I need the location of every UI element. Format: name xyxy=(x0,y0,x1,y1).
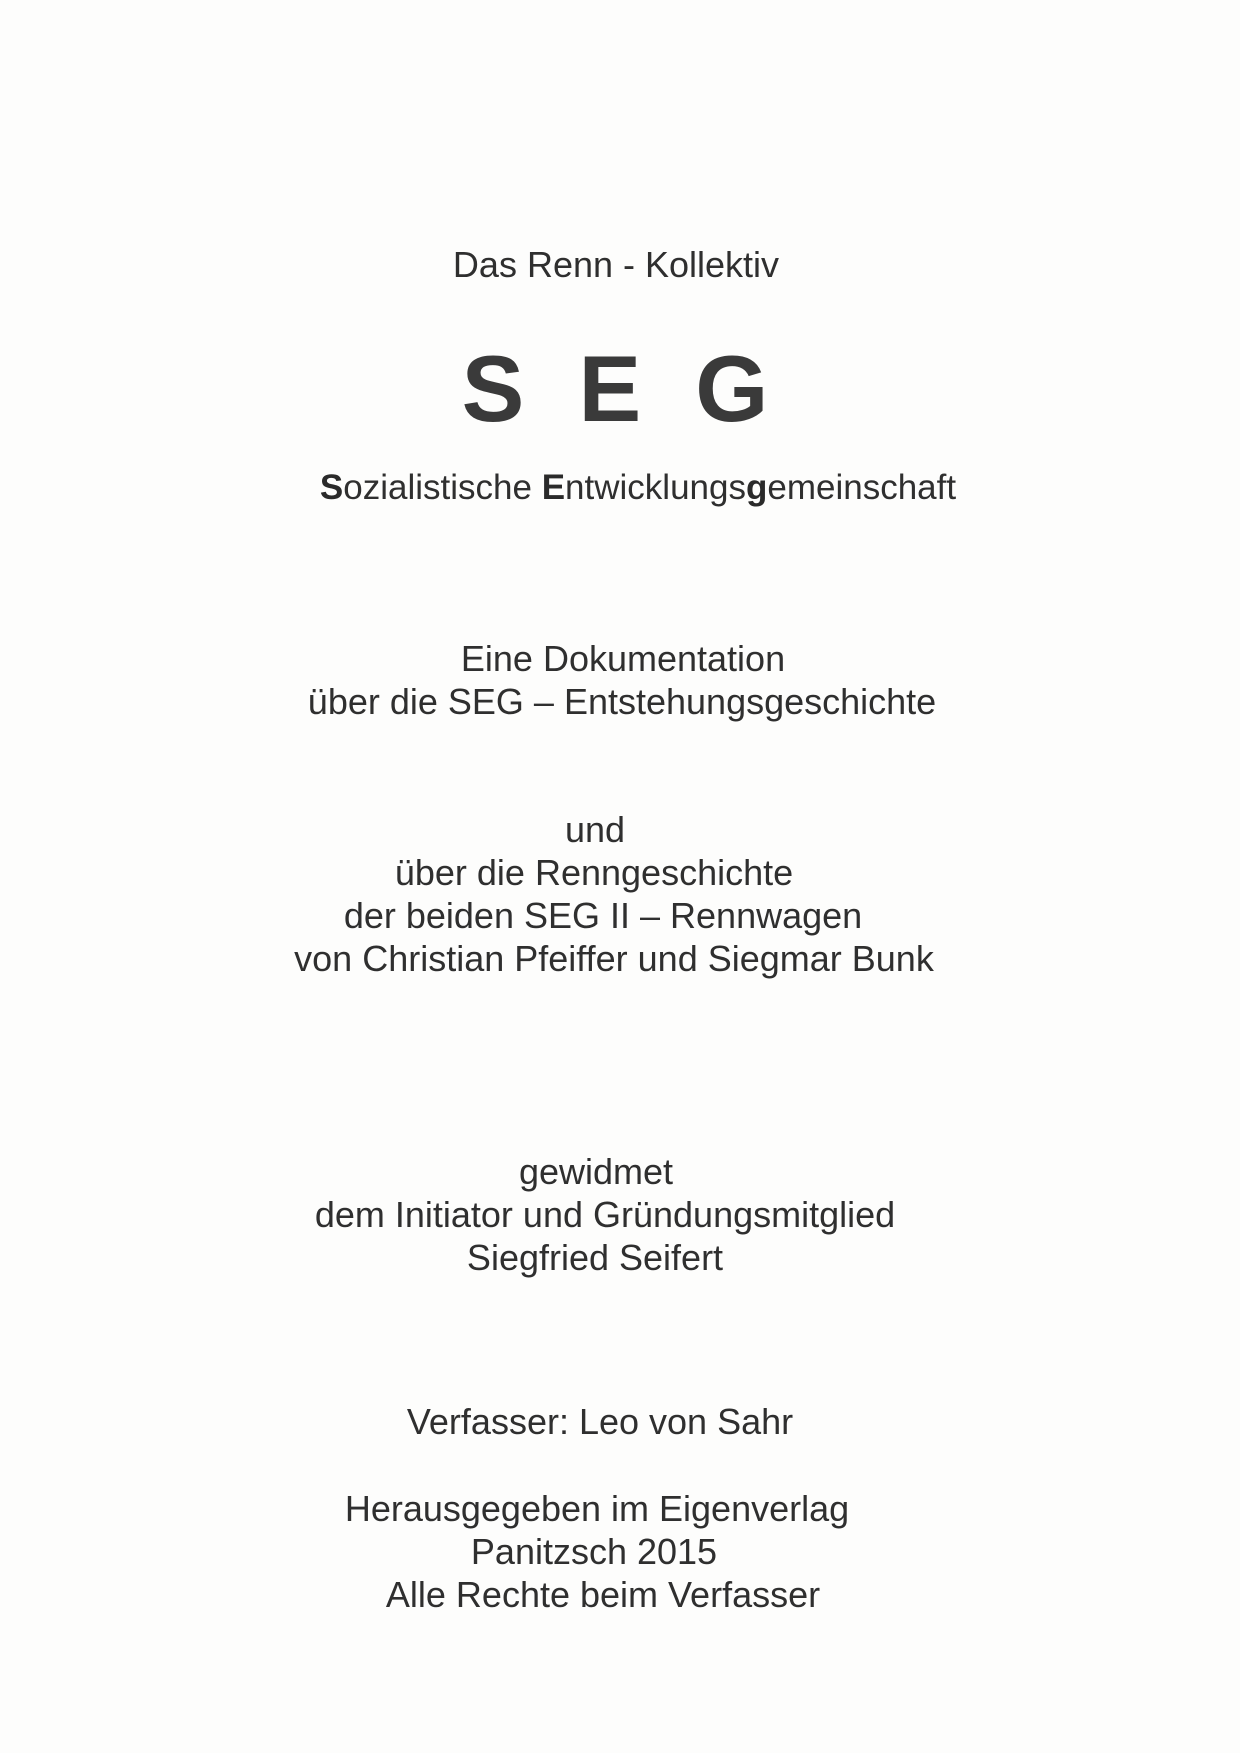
dedication-line-3: Siegfried Seifert xyxy=(466,1237,724,1278)
doc-line-1: Eine Dokumentation xyxy=(460,638,786,679)
subtitle-part: ntwicklungs xyxy=(565,468,746,507)
race-line-3: der beiden SEG II – Rennwagen xyxy=(343,895,863,936)
header-line: Das Renn - Kollektiv xyxy=(452,244,780,285)
subtitle-part: ozialistische xyxy=(343,468,542,507)
subtitle-initial-e: E xyxy=(541,468,566,507)
author-line: Verfasser: Leo von Sahr xyxy=(406,1401,794,1442)
publisher-line-1: Herausgegeben im Eigenverlag xyxy=(344,1488,850,1529)
subtitle xyxy=(320,470,956,505)
publisher-line-3: Alle Rechte beim Verfasser xyxy=(385,1574,821,1615)
subtitle-initial-g: g xyxy=(745,468,768,507)
race-line-2: über die Renngeschichte xyxy=(394,852,794,893)
doc-line-2: über die SEG – Entstehungsgeschichte xyxy=(307,681,937,722)
publisher-line-2: Panitzsch 2015 xyxy=(470,1531,718,1572)
dedication-line-1: gewidmet xyxy=(518,1151,674,1192)
main-title: S E G xyxy=(461,336,783,441)
race-line-1: und xyxy=(564,809,626,850)
dedication-line-2: dem Initiator und Gründungsmitglied xyxy=(314,1194,896,1235)
race-line-4: von Christian Pfeiffer und Siegmar Bunk xyxy=(294,938,934,979)
subtitle-initial-s: S xyxy=(319,468,344,507)
subtitle-part: emeinschaft xyxy=(767,468,957,507)
